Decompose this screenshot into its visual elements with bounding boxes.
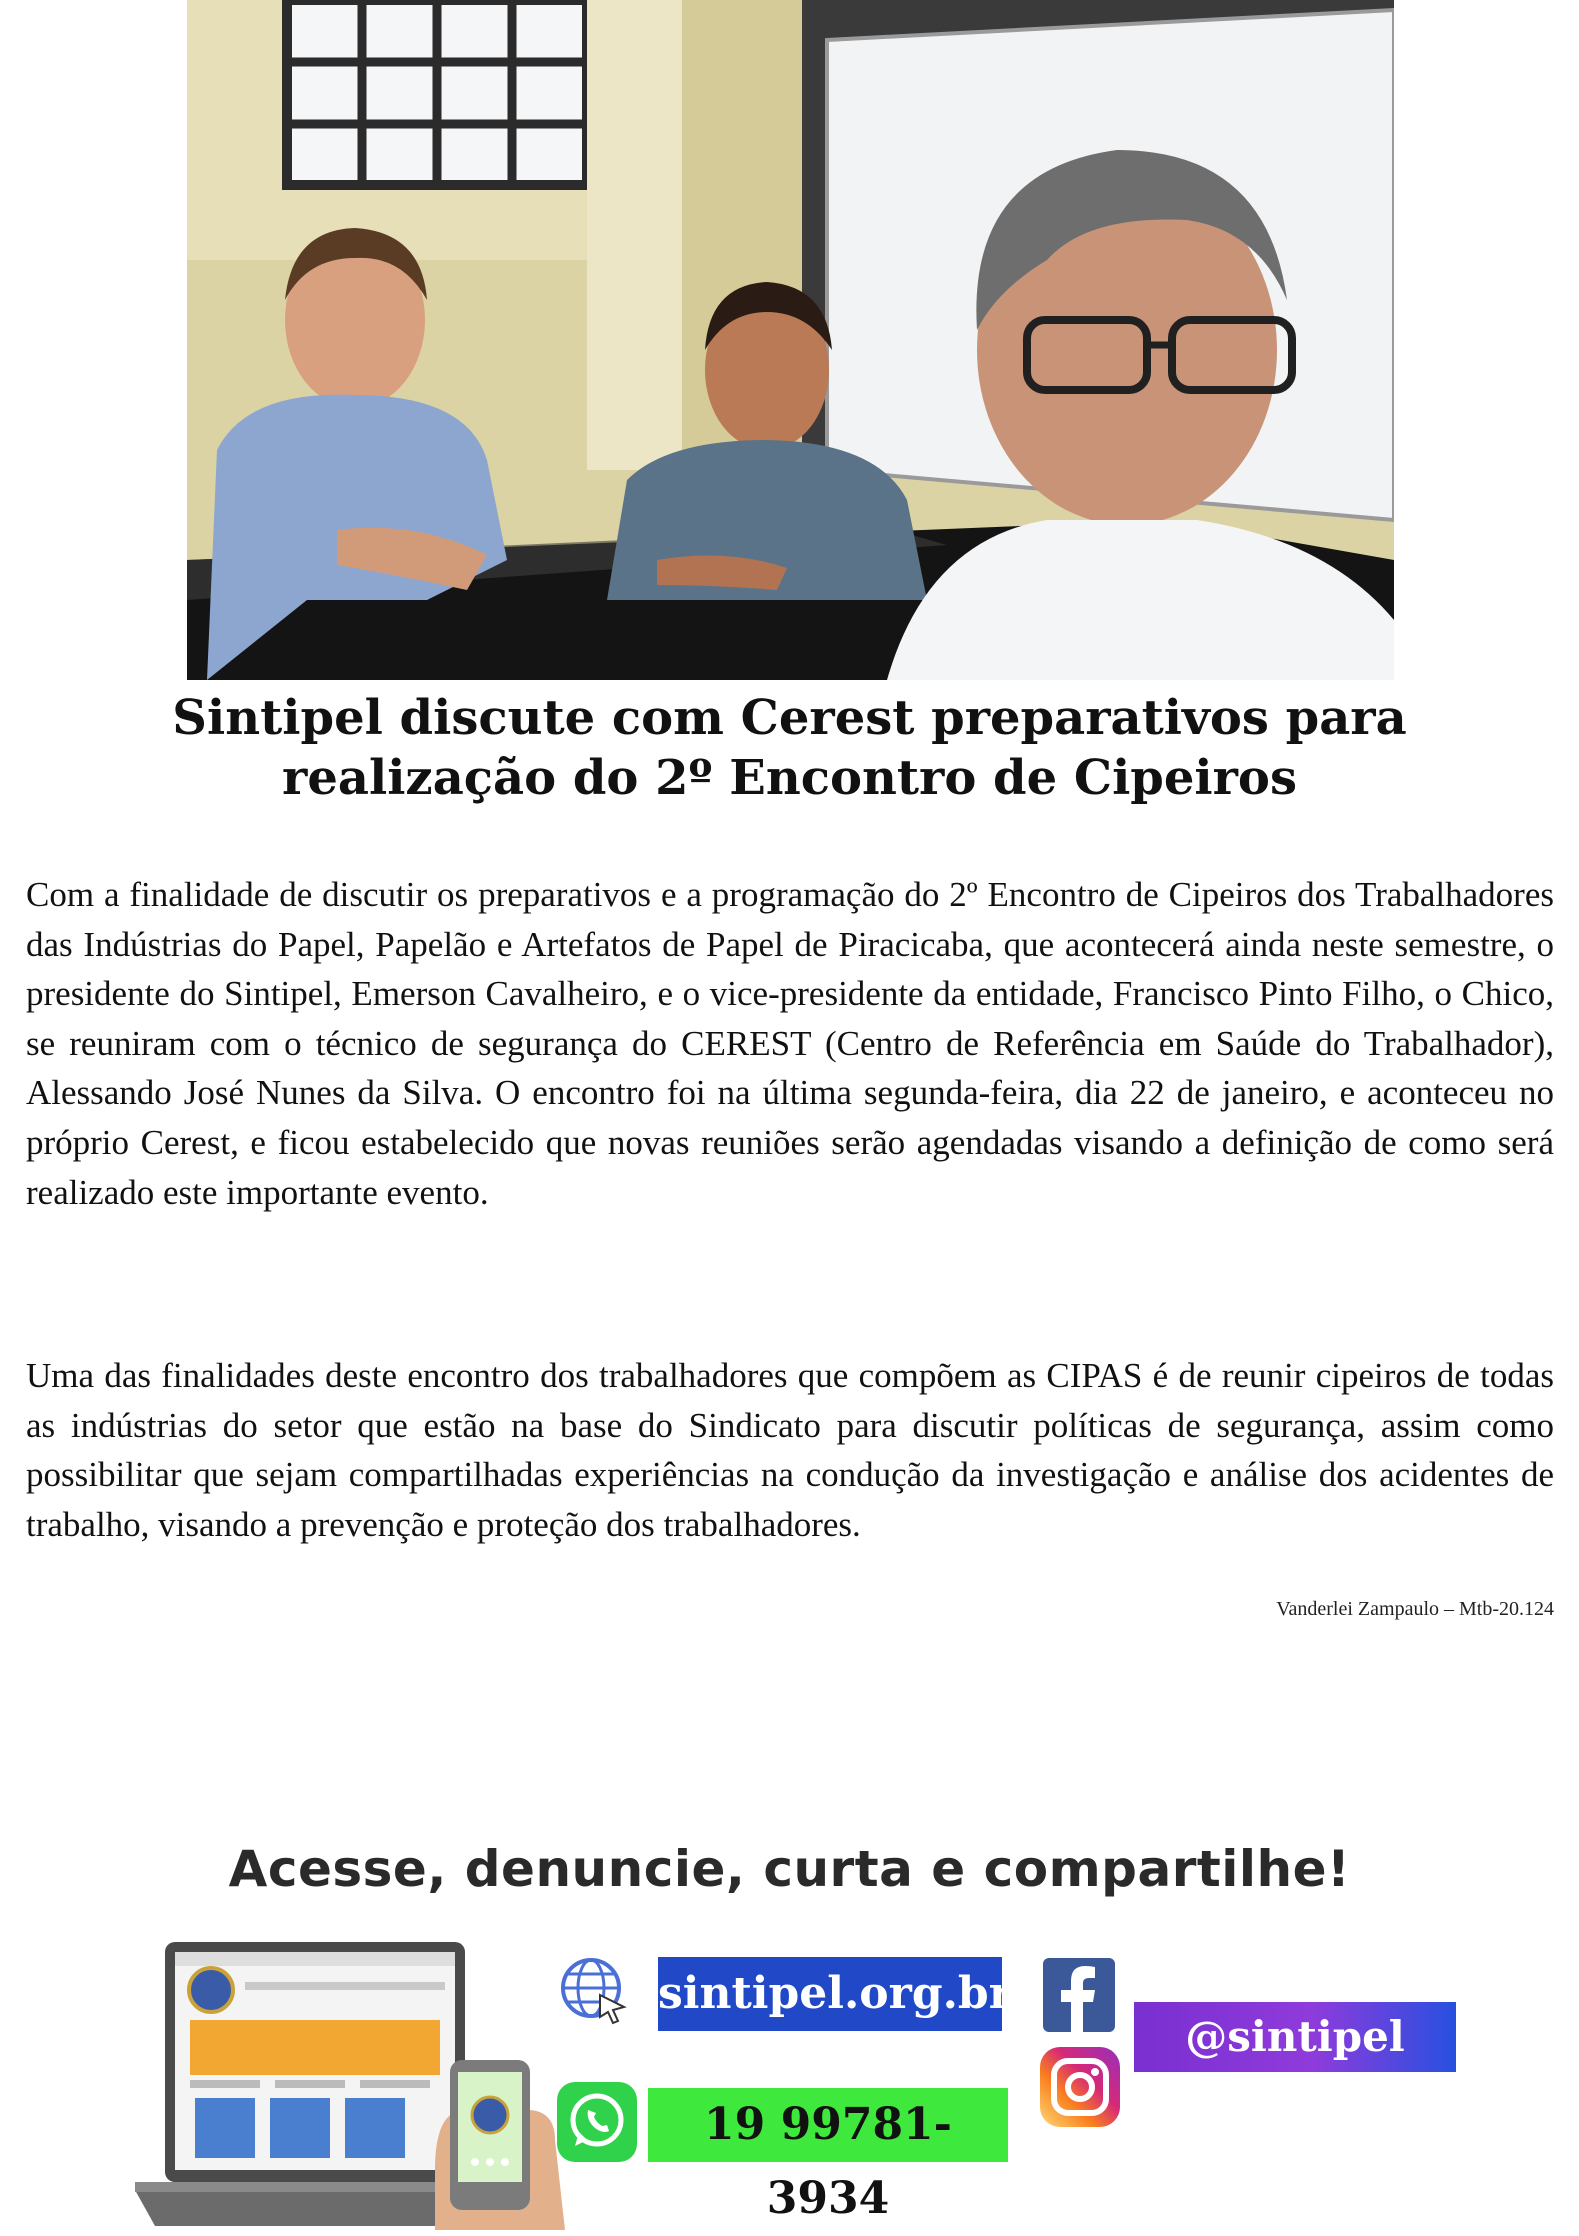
banner-title: Acesse, denuncie, curta e compartilhe! — [228, 1840, 1351, 1898]
laptop-illustration — [135, 1940, 575, 2230]
headline-line-2: realização do 2º Encontro de Cipeiros — [282, 750, 1297, 806]
website-link[interactable]: sintipel.org.br — [658, 1957, 1002, 2031]
headline-line-1: Sintipel discute com Cerest preparativos para — [172, 690, 1407, 746]
globe-icon — [558, 1955, 628, 2025]
article-photo — [187, 0, 1394, 680]
social-handle[interactable]: @sintipel — [1134, 2002, 1456, 2072]
instagram-icon[interactable] — [1038, 2045, 1122, 2129]
article-paragraph-1: Com a finalidade de discutir os preparativos e a programação do 2º Encontro de Cipeiros dos Trabalhadores das Indústrias do Papel, Papelão e Artefatos de Papel de Piracicaba, que acontecerá ainda neste semestre, o presidente do Sintipel, Emerson Cavalheiro, e o vice-presidente da entidade, Francisco Pinto Filho, o Chico, se reuniram com o técnico de segurança do CEREST (Centro de Referência em Saúde do Trabalhador), Alessando José Nunes da Silva. O encontro foi na última segunda-feira, dia 22 de janeiro, e aconteceu no próprio Cerest, e ficou estabelecido que novas reuniões serão agendadas visando a definição de como será realizado este importante evento. — [26, 875, 1554, 1212]
article-byline: Vanderlei Zampaulo – Mtb-20.124 — [1276, 1598, 1554, 1620]
article-headline — [60, 688, 1519, 808]
article-paragraph-2: Uma das finalidades deste encontro dos trabalhadores que compõem as CIPAS é de reunir cipeiros de todas as indústrias do setor que estão na base do Sindicato para discutir políticas de segurança, assim como possibilitar que sejam compartilhadas experiências na condução da investigação e análise dos acidentes de trabalho, visando a prevenção e proteção dos trabalhadores. — [26, 1356, 1554, 1544]
whatsapp-icon — [555, 2080, 639, 2164]
facebook-icon[interactable] — [1043, 1958, 1115, 2032]
phone-number[interactable]: 19 99781-3934 — [648, 2088, 1008, 2162]
